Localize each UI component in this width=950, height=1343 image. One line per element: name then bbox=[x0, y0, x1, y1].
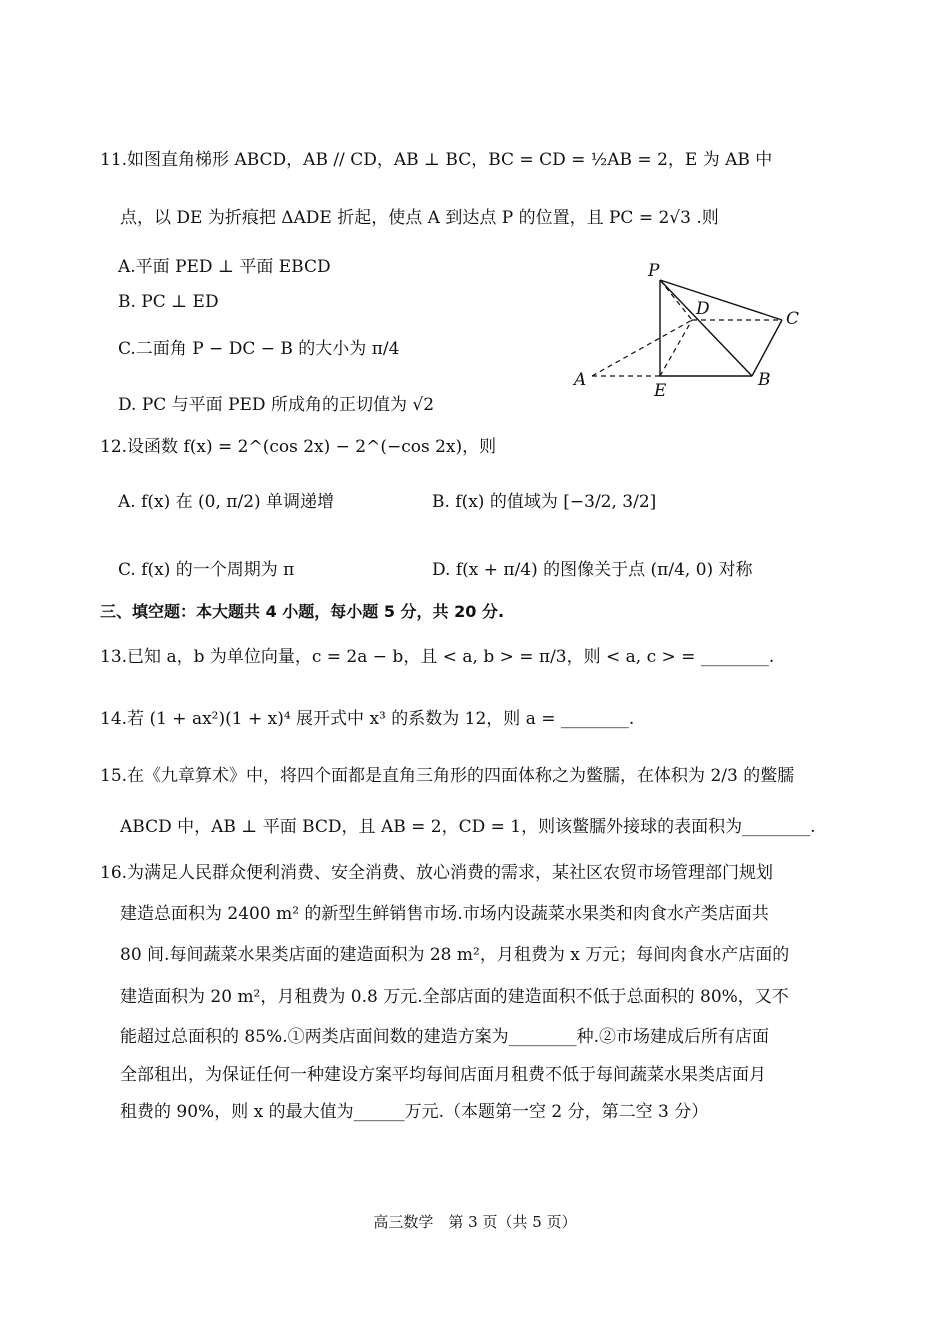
q13: 13.已知 a，b 为单位向量，c = 2a − b，且 < a, b > = π/3，则 < a, c > = ________. bbox=[100, 647, 775, 667]
label-e: E bbox=[654, 381, 667, 401]
edge-ed bbox=[660, 320, 692, 376]
q11-option-a: A.平面 PED ⊥ 平面 EBCD bbox=[118, 257, 331, 277]
edge-ad bbox=[592, 320, 692, 376]
label-b: B bbox=[758, 370, 771, 390]
label-p: P bbox=[648, 261, 660, 281]
q11-option-b: B. PC ⊥ ED bbox=[118, 292, 219, 312]
q16-line5: 能超过总面积的 85%.①两类店面间数的建造方案为________种.②市场建成后所有店面 bbox=[120, 1027, 769, 1047]
q16-line3: 80 间.每间蔬菜水果类店面的建造面积为 28 m²，月租费为 x 万元；每间肉食水产店面的 bbox=[120, 945, 790, 965]
q16-line7: 租费的 90%，则 x 的最大值为______万元.（本题第一空 2 分，第二空 3 分） bbox=[120, 1102, 709, 1122]
q16-line1: 16.为满足人民群众便利消费、安全消费、放心消费的需求，某社区农贸市场管理部门规划 bbox=[100, 863, 774, 883]
q15-line1: 15.在《九章算术》中，将四个面都是直角三角形的四面体称之为鳖臑，在体积为 2/3 的鳖臑 bbox=[100, 766, 795, 786]
q11-option-c: C.二面角 P − DC − B 的大小为 π/4 bbox=[118, 339, 400, 359]
q12-stem: 12.设函数 f(x) = 2^(cos 2x) − 2^(−cos 2x)，则 bbox=[100, 437, 497, 457]
q15-line2: ABCD 中，AB ⊥ 平面 BCD，且 AB = 2，CD = 1，则该鳖臑外接球的表面积为________. bbox=[120, 817, 816, 837]
section-heading: 三、填空题：本大题共 4 小题，每小题 5 分，共 20 分. bbox=[100, 602, 505, 621]
q12-option-a: A. f(x) 在 (0, π/2) 单调递增 bbox=[118, 492, 335, 512]
q11-line2: 点，以 DE 为折痕把 ΔADE 折起，使点 A 到达点 P 的位置，且 PC = 2√3 .则 bbox=[120, 208, 719, 228]
q16-line6: 全部租出，为保证任何一种建设方案平均每间店面月租费不低于每间蔬菜水果类店面月 bbox=[120, 1065, 766, 1085]
q11-option-d: D. PC 与平面 PED 所成角的正切值为 √2 bbox=[118, 395, 435, 415]
q11-line1: 11.如图直角梯形 ABCD，AB // CD，AB ⊥ BC，BC = CD = ½AB = 2，E 为 AB 中 bbox=[100, 150, 773, 170]
q14: 14.若 (1 + ax²)(1 + x)⁴ 展开式中 x³ 的系数为 12，则 a = ________. bbox=[100, 709, 635, 729]
q16-line4: 建造面积为 20 m²，月租费为 0.8 万元.全部店面的建造面积不低于总面积的 80%，又不 bbox=[120, 987, 789, 1007]
geometry-figure bbox=[566, 254, 816, 404]
label-a: A bbox=[574, 370, 587, 390]
q12-option-c: C. f(x) 的一个周期为 π bbox=[118, 560, 295, 580]
q12-option-b: B. f(x) 的值域为 [−3/2, 3/2] bbox=[432, 492, 657, 512]
page-footer: 高三数学 第 3 页（共 5 页） bbox=[373, 1213, 577, 1231]
q16-line2: 建造总面积为 2400 m² 的新型生鲜销售市场.市场内设蔬菜水果类和肉食水产类店面共 bbox=[120, 904, 769, 924]
q12-option-d: D. f(x + π/4) 的图像关于点 (π/4, 0) 对称 bbox=[432, 560, 753, 580]
label-d: D bbox=[696, 299, 710, 319]
edge-bc bbox=[752, 320, 782, 376]
label-c: C bbox=[786, 309, 800, 329]
